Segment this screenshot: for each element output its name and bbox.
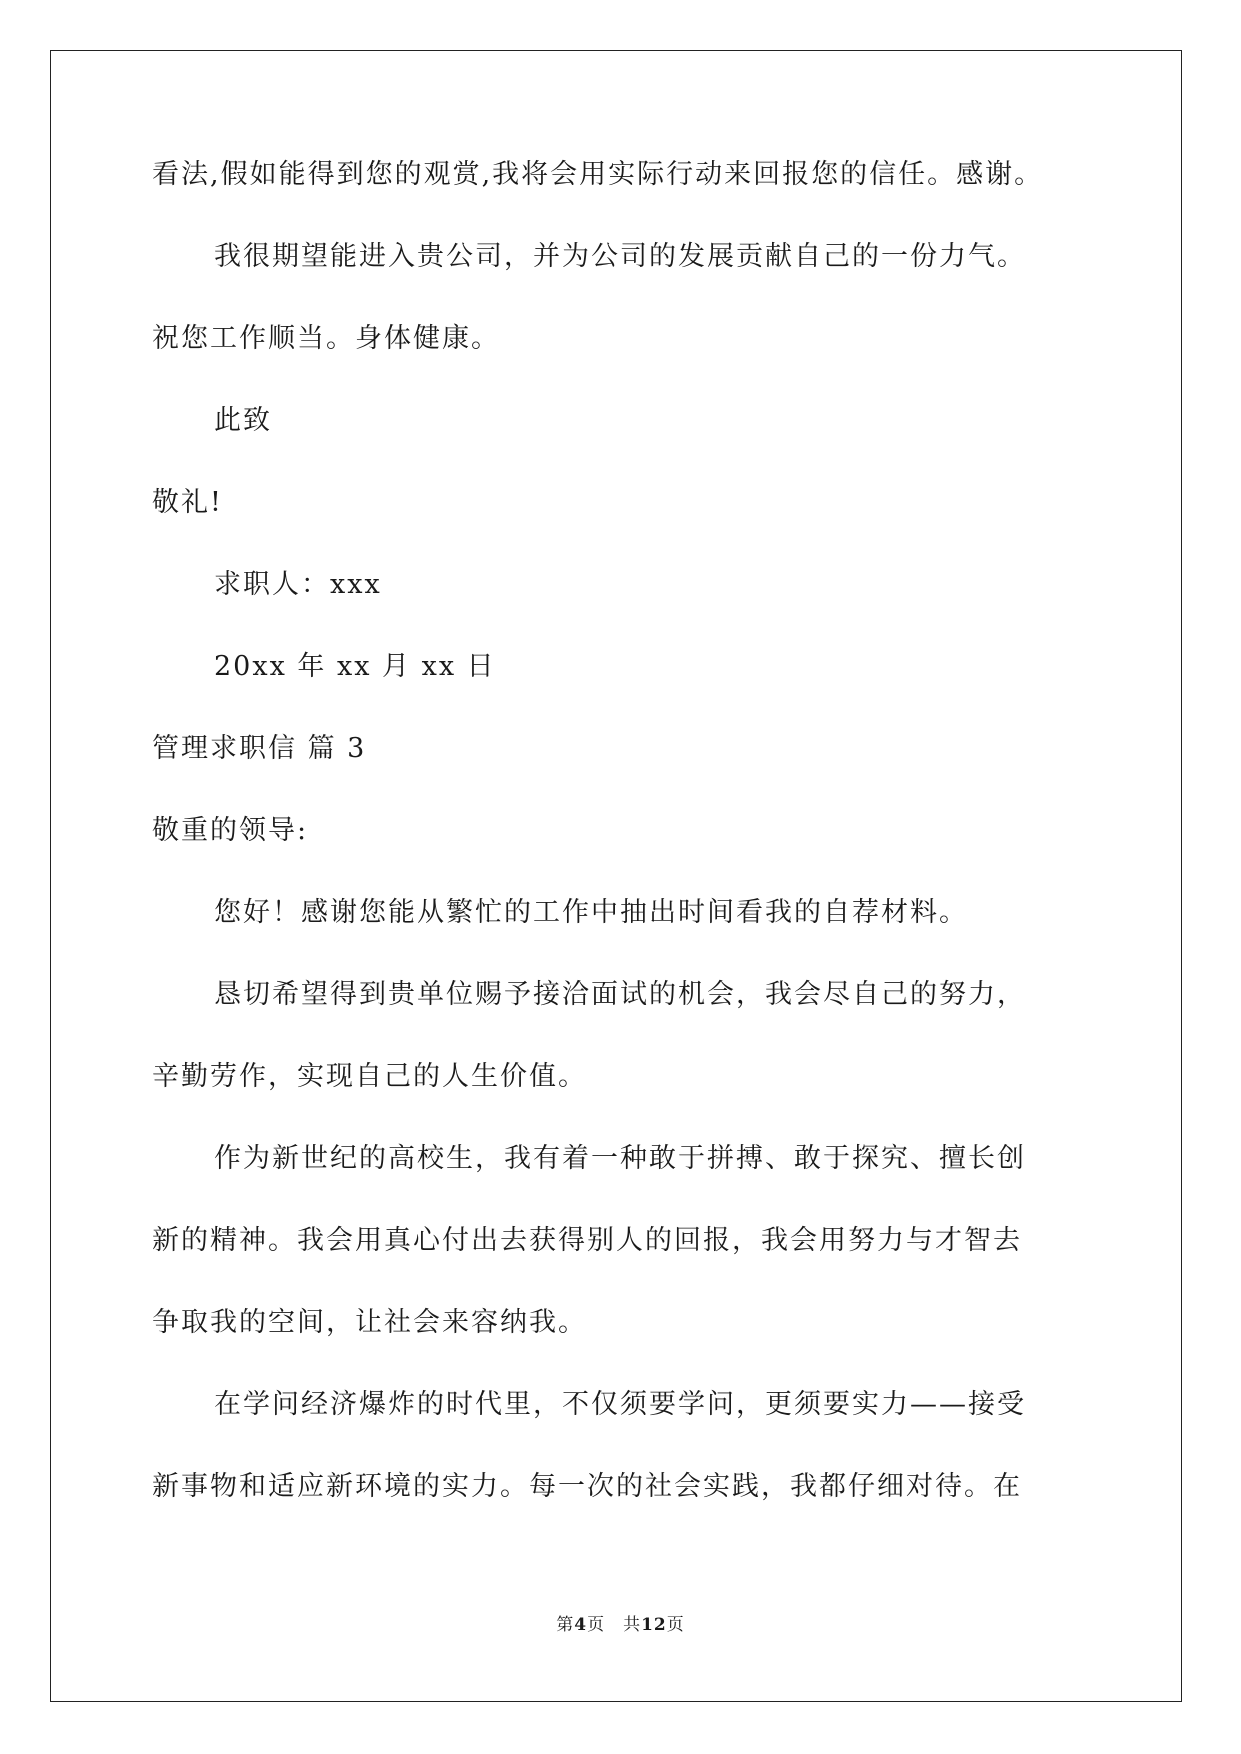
total-prefix: 共 xyxy=(623,1615,642,1635)
text-line: 在学问经济爆炸的时代里，不仅须要学问，更须要实力——接受 xyxy=(214,1389,1026,1420)
text-line: 新的精神。我会用真心付出去获得别人的回报，我会用努力与才智去 xyxy=(152,1225,1022,1256)
page-footer xyxy=(0,1610,1241,1635)
closing-regards: 敬礼! xyxy=(152,487,223,518)
page-suffix: 页 xyxy=(587,1615,606,1635)
text-line: 作为新世纪的高校生，我有着一种敢于拼搏、敢于探究、擅长创 xyxy=(214,1143,1026,1174)
text-line: 祝您工作顺当。身体健康。 xyxy=(152,323,500,354)
document-body xyxy=(152,160,1092,1554)
page-number: 4 xyxy=(574,1615,588,1635)
greeting: 敬重的领导: xyxy=(152,815,309,846)
text-line: 新事物和适应新环境的实力。每一次的社会实践，我都仔细对待。在 xyxy=(152,1471,1022,1502)
total-pages: 12 xyxy=(641,1615,667,1635)
text-line: 看法,假如能得到您的观赏,我将会用实际行动来回报您的信任。感谢。 xyxy=(152,159,1044,190)
text-line: 恳切希望得到贵单位赐予接洽面试的机会，我会尽自己的努力， xyxy=(214,979,1026,1010)
total-suffix: 页 xyxy=(666,1615,685,1635)
text-line: 我很期望能进入贵公司，并为公司的发展贡献自己的一份力气。 xyxy=(214,241,1026,272)
section-heading: 管理求职信 篇 3 xyxy=(152,733,367,764)
page-prefix: 第 xyxy=(556,1615,575,1635)
date-line: 20xx 年 xx 月 xx 日 xyxy=(214,651,496,682)
text-line: 争取我的空间，让社会来容纳我。 xyxy=(152,1307,587,1338)
text-line: 辛勤劳作，实现自己的人生价值。 xyxy=(152,1061,587,1092)
closing-salutation: 此致 xyxy=(214,405,272,436)
text-line: 您好！感谢您能从繁忙的工作中抽出时间看我的自荐材料。 xyxy=(214,897,968,928)
signature-line: 求职人：xxx xyxy=(214,569,382,600)
